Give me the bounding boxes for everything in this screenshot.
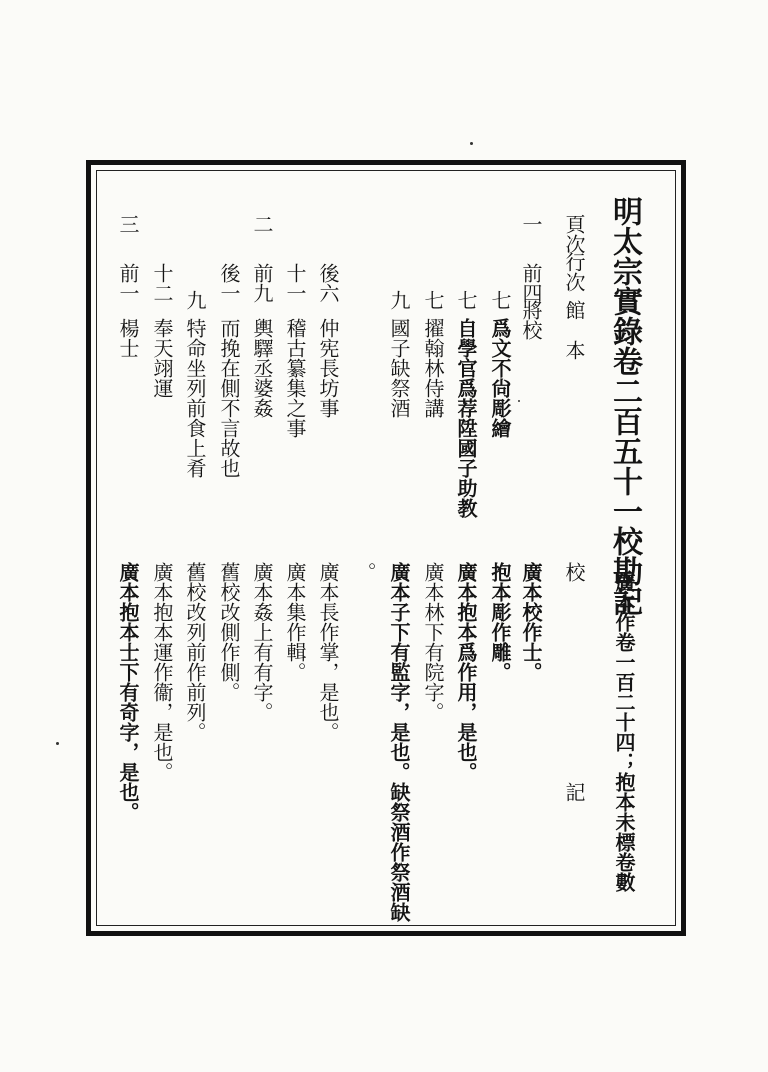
row-line: 九 [387,290,411,310]
header-note: 校 記 [562,562,586,802]
row-note-continuation: 。 [353,562,377,582]
row-line: 十二 [150,263,174,303]
row-note: 廣本抱本運作衞，是也。 [150,562,174,782]
row-note: 廣本姦上有有字。 [250,562,274,722]
row-item: 國子缺祭酒 [387,318,411,418]
row-item: 仲宪長坊事 [316,318,340,418]
row-item: 將校 [519,300,543,340]
row-line: 後一 [217,263,241,303]
row-line: 前一 [116,263,140,303]
left-speck [56,742,59,745]
row-item: 擢翰林侍講 [421,318,445,418]
row-item: 輿驛丞婆姦 [250,318,274,418]
row-note: 廣本長作掌，是也。 [316,562,340,742]
row-note: 抱本彫作雕。 [488,562,512,682]
row-line: 七 [421,290,445,310]
row-note: 舊校改列前作前列。 [183,562,207,742]
row-note: 廣本抱本士下有奇字，是也。 [116,562,140,822]
row-note: 舊校改側作側。 [217,562,241,702]
row-line: 後六 [316,263,340,303]
row-note: 廣本抱本爲作用，是也。 [454,562,478,782]
row-item: 自學官爲荐陞國子助教 [454,318,478,518]
row-line: 七 [454,290,478,310]
row-note: 廣本校作士。 [519,562,543,682]
row-line: 十一 [283,263,307,303]
row-item: 特命坐列前食上肴 [183,318,207,478]
header-item: 館 本 [562,300,586,360]
row-note: 廣本集作輯。 [283,562,307,682]
row-note: 廣本子下有監字，是也。缺祭酒作祭酒缺 [387,562,411,922]
row-line: 前四 [519,263,543,303]
title-note: 廣本作卷一百二十四；抱本未標卷數 [612,572,636,892]
row-item: 奉天翊運 [150,318,174,398]
top-speck [470,142,473,145]
row-page: 三 [116,214,140,234]
mid-speck [518,400,520,402]
page-title: 明太宗實錄卷二百五十一校勘記 [607,196,642,616]
row-page: 一 [519,214,543,234]
header-line: 行次 [562,252,586,292]
row-item: 稽古纂集之事 [283,318,307,438]
row-item: 而挽在側不言故也 [217,318,241,478]
inner-border [96,170,676,926]
row-item: 楊士 [116,318,140,358]
row-note: 廣本林下有院字。 [421,562,445,722]
row-item: 爲文不尙彫繪 [488,318,512,438]
row-line: 七 [488,290,512,310]
row-line: 前九 [250,263,274,303]
header-page: 頁次 [562,214,586,254]
row-line: 九 [183,290,207,310]
row-page: 二 [250,214,274,234]
